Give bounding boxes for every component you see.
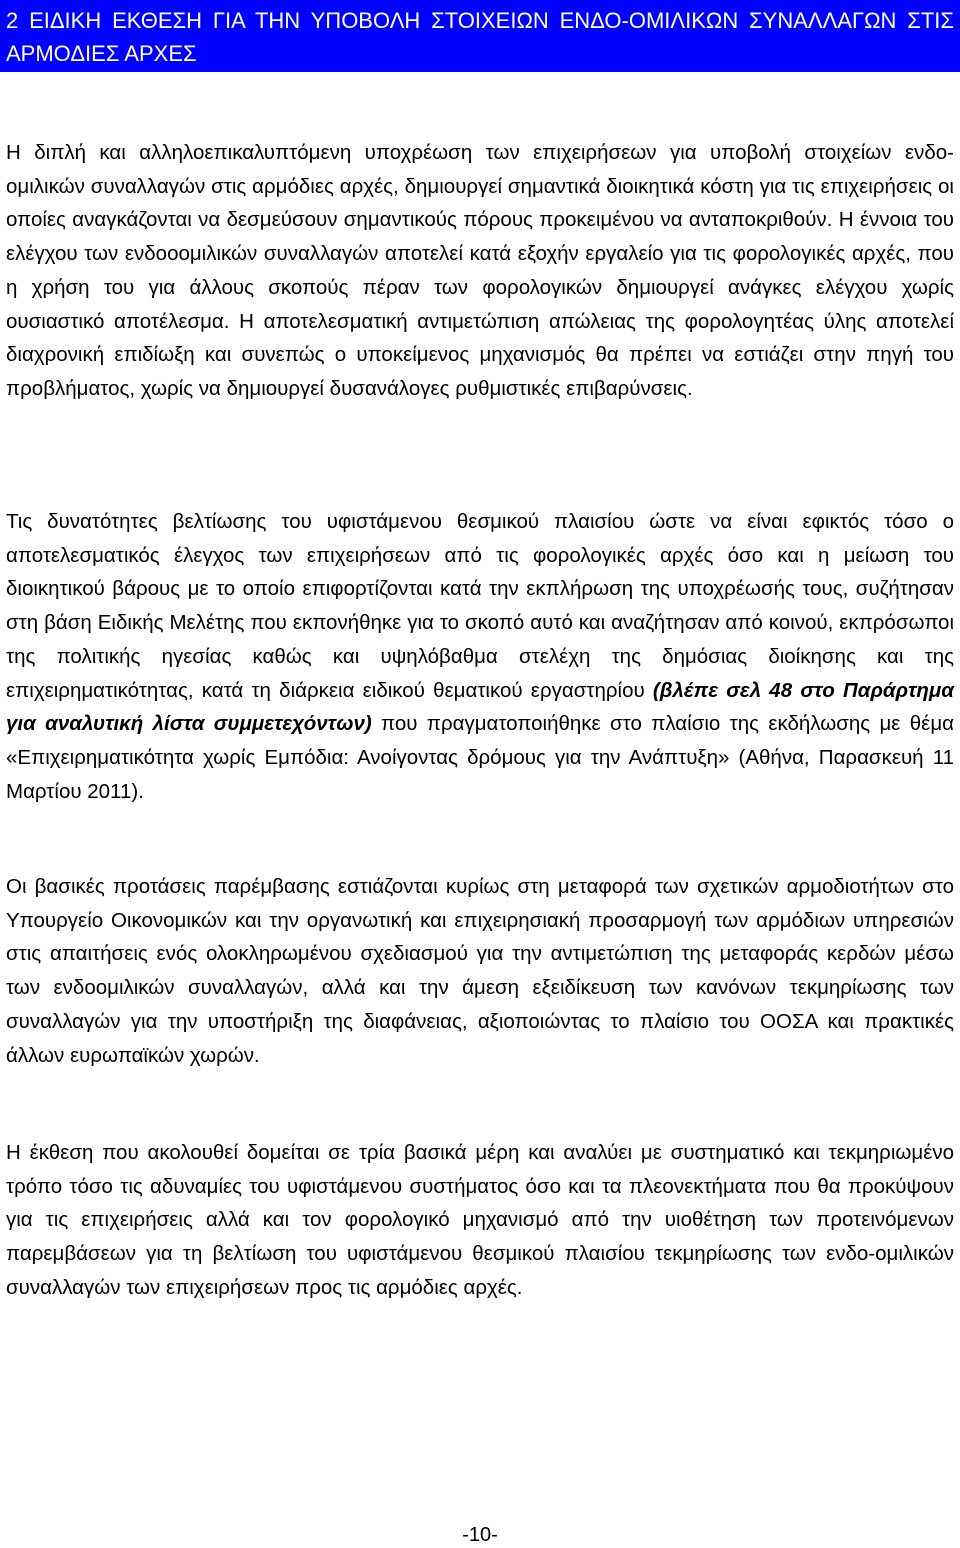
paragraph-workshop-text-start: Τις δυνατότητες βελτίωσης του υφιστάμενου θεσμικού πλαισίου ώστε να είναι εφικτός τόσο ο αποτελεσματικός έλεγχος των επιχειρήσεων από τις φορολογικές αρχές όσο και η μείωση του διοικητικού βάρους με το οποίο επιφορτίζονται κατά την εκπλήρωση της υποχρέωσής τους, συζήτησαν στη βάση Ειδικής Μελέτης που εκπονήθηκε για το σκοπό αυτό και αναζήτησαν από κοινού, εκπρόσωποι της πολιτικής ηγεσίας καθώς και υψηλόβαθμα στελέχη της δημόσιας διοίκησης και της επιχειρηματικότητας, κατά τη διάρκεια ειδικού θεματικού εργαστηρίου [6,510,954,702]
paragraph-proposals: Οι βασικές προτάσεις παρέμβασης εστιάζονται κυρίως στη μεταφορά των σχετικών αρμοδιοτήτων στο Υπουργείο Οικονομικών και την οργανωτική και επιχειρησιακή προσαρμογή των αρμόδιων υπηρεσιών στις απαιτήσεις ενός ολοκληρωμένου σχεδιασμού για την αντιμετώπιση της μεταφοράς κερδών μέσω των ενδοομιλικών συναλλαγών, αλλά και την άμεση εξειδίκευση των κανόνων τεκμηρίωσης των συναλλαγών για την υποστήριξη της διαφάνειας, αξιοποιώντας το πλαίσιο του ΟΟΣΑ και πρακτικές άλλων ευρωπαϊκών χωρών. [6,875,954,1067]
paragraph-report-structure: Η έκθεση που ακολουθεί δομείται σε τρία βασικά μέρη και αναλύει με συστηματικό και τεκμηριωμένο τρόπο τόσο τις αδυναμίες του υφιστάμενου συστήματος όσο και τα πλεονεκτήματα που θα προκύψουν για τις επιχειρήσεις αλλά και τον φορολογικό μηχανισμό από την υιοθέτηση των προτεινόμενων παρεμβάσεων για τη βελτίωση του υφιστάμενου θεσμικού πλαισίου τεκμηρίωσης των ενδο-ομιλικών συναλλαγών των επιχειρήσεων προς τις αρμόδιες αρχές. [6,1141,954,1299]
page-number: -10- [462,1524,498,1546]
paragraph-workshop [6,505,954,808]
paragraph-intro: Η διπλή και αλληλοεπικαλυπτόμενη υποχρέωση των επιχειρήσεων για υποβολή στοιχείων ενδο-ομιλικών συναλλαγών στις αρμόδιες αρχές, δημιουργεί σημαντικά διοικητικά κόστη για τις επιχειρήσεις οι οποίες αναγκάζονται να δεσμεύσουν σημαντικούς πόρους προκειμένου να ανταποκριθούν. Η έννοια του ελέγχου των ενδοοομιλικών συναλλαγών αποτελεί κατά εξοχήν εργαλείο για τις φορολογικές αρχές, που η χρήση του για άλλους σκοπούς πέραν των φορολογικών δημιουργεί ανάγκες ελέγχου χωρίς ουσιαστικό αποτέλεσμα. Η αποτελεσματική αντιμετώπιση απώλειας της φορολογητέας ύλης αποτελεί διαχρονική επιδίωξη και συνεπώς ο υποκείμενος μηχανισμός θα πρέπει να εστιάζει στην πηγή του προβλήματος, χωρίς να δημιουργεί δυσανάλογες ρυθμιστικές επιβαρύνσεις. [6,141,954,400]
section-title: 2 ΕΙΔΙΚΗ ΕΚΘΕΣΗ ΓΙΑ ΤΗΝ ΥΠΟΒΟΛΗ ΣΤΟΙΧΕΙΩΝ ΕΝΔΟ-ΟΜΙΛΙΚΩΝ ΣΥΝΑΛΛΑΓΩΝ ΣΤΙΣ ΑΡΜΟΔΙΕΣ ΑΡΧΕΣ [6,8,954,66]
participants-reference: (βλέπε σελ 48 στο Παράρτημα για αναλυτική λίστα συμμετεχόντων) [6,678,954,736]
paragraph-workshop-text-end: που πραγματοποιήθηκε στο πλαίσιο της εκδήλωσης με θέμα «Επιχειρηματικότητα χωρίς Εμπόδια: Ανοίγοντας δρόμους για την Ανάπτυξη» (Αθήνα, Παρασκευή 11 Μαρτίου 2011). [6,712,954,803]
section-heading-bar [0,0,960,72]
